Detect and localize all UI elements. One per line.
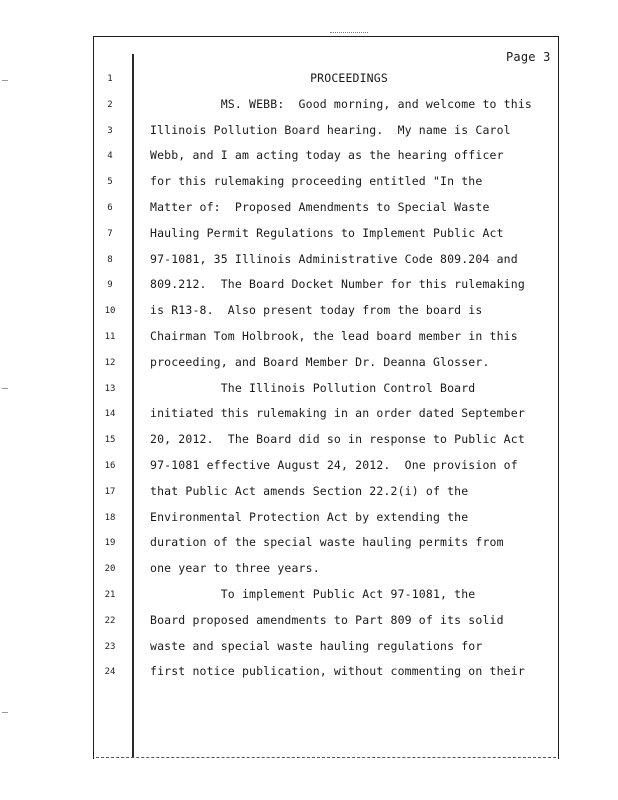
transcript-line bbox=[100, 535, 552, 555]
line-number: 20 bbox=[104, 564, 116, 575]
transcript-line bbox=[100, 664, 552, 684]
transcript-line bbox=[100, 613, 552, 633]
transcript-line bbox=[100, 123, 552, 143]
line-text: Board proposed amendments to Part 809 of its solid bbox=[150, 612, 504, 627]
transcript-line bbox=[100, 174, 552, 194]
line-number: 6 bbox=[107, 203, 113, 213]
line-text: is R13-8. Also present today from the board is bbox=[150, 303, 483, 318]
line-text: 97-1081, 35 Illinois Administrative Code 809.204 and bbox=[150, 251, 518, 266]
page-bottom-rule bbox=[96, 757, 556, 758]
line-number: 23 bbox=[104, 641, 116, 652]
line-text: MS. WEBB: Good morning, and welcome to this bbox=[150, 96, 532, 111]
line-number: 11 bbox=[104, 332, 116, 342]
line-text: To implement Public Act 97-1081, the bbox=[150, 587, 476, 601]
line-text: 809.212. The Board Docket Number for this rulemaking bbox=[150, 277, 525, 292]
line-text: waste and special waste hauling regulations for bbox=[150, 638, 483, 653]
transcript-line bbox=[100, 639, 552, 659]
proceedings-heading: PROCEEDINGS bbox=[310, 71, 388, 85]
transcript-line bbox=[100, 458, 552, 478]
transcript-line bbox=[100, 71, 552, 91]
line-number: 12 bbox=[104, 357, 116, 368]
margin-tick bbox=[2, 712, 8, 713]
line-text: one year to three years. bbox=[150, 561, 320, 576]
transcript-line bbox=[100, 355, 552, 375]
line-number: 10 bbox=[104, 306, 116, 317]
line-text: Matter of: Proposed Amendments to Special Waste bbox=[150, 200, 490, 214]
line-number: 18 bbox=[104, 512, 116, 523]
line-text: 97-1081 effective August 24, 2012. One provision of bbox=[150, 458, 518, 472]
line-number: 13 bbox=[104, 383, 116, 394]
line-text: 20, 2012. The Board did so in response to Public Act bbox=[150, 432, 525, 447]
line-text: Hauling Permit Regulations to Implement Public Act bbox=[150, 225, 504, 240]
line-text: for this rulemaking proceeding entitled "In the bbox=[150, 174, 483, 189]
line-text: duration of the special waste hauling permits from bbox=[150, 535, 504, 550]
transcript-line bbox=[100, 252, 552, 272]
line-number: 4 bbox=[107, 151, 113, 162]
line-number: 24 bbox=[104, 667, 116, 678]
line-number: 2 bbox=[107, 99, 113, 110]
line-text: initiated this rulemaking in an order dated September bbox=[150, 406, 525, 421]
transcript-line bbox=[100, 200, 552, 220]
transcript-line bbox=[100, 148, 552, 168]
line-text: Environmental Protection Act by extending the bbox=[150, 509, 469, 524]
line-number: 7 bbox=[107, 228, 113, 239]
line-text: that Public Act amends Section 22.2(i) of the bbox=[150, 483, 469, 498]
line-text: Illinois Pollution Board hearing. My name is Carol bbox=[150, 122, 511, 137]
line-number: 16 bbox=[104, 461, 116, 471]
line-text: The Illinois Pollution Control Board bbox=[150, 380, 476, 395]
margin-tick bbox=[2, 388, 8, 389]
line-number: 9 bbox=[107, 280, 113, 291]
transcript-line bbox=[100, 587, 552, 607]
line-text: Chairman Tom Holbrook, the lead board member in this bbox=[150, 329, 518, 343]
line-number: 14 bbox=[104, 409, 116, 420]
top-edge-mark bbox=[330, 32, 368, 33]
transcript-line bbox=[100, 561, 552, 581]
page-number-label: Page 3 bbox=[506, 50, 551, 64]
line-text: proceeding, and Board Member Dr. Deanna Glosser. bbox=[150, 354, 490, 369]
line-number: 15 bbox=[104, 435, 116, 446]
line-number: 19 bbox=[104, 538, 116, 549]
line-number: 17 bbox=[104, 486, 116, 497]
transcript-line bbox=[100, 406, 552, 426]
line-number: 21 bbox=[104, 590, 116, 600]
transcript-line bbox=[100, 381, 552, 401]
transcript-line bbox=[100, 510, 552, 530]
transcript-line bbox=[100, 226, 552, 246]
line-text: Webb, and I am acting today as the hearing officer bbox=[150, 148, 504, 163]
line-number: 22 bbox=[104, 615, 116, 626]
line-number: 1 bbox=[107, 74, 113, 84]
line-number: 3 bbox=[107, 125, 113, 136]
line-text: first notice publication, without commenting on their bbox=[150, 664, 525, 679]
transcript-line bbox=[100, 277, 552, 297]
margin-tick bbox=[2, 80, 8, 81]
transcript-line bbox=[100, 303, 552, 323]
transcript-line bbox=[100, 97, 552, 117]
line-number: 5 bbox=[107, 177, 113, 188]
transcript-line bbox=[100, 329, 552, 349]
transcript-line bbox=[100, 484, 552, 504]
transcript-line bbox=[100, 432, 552, 452]
line-number: 8 bbox=[107, 254, 113, 265]
